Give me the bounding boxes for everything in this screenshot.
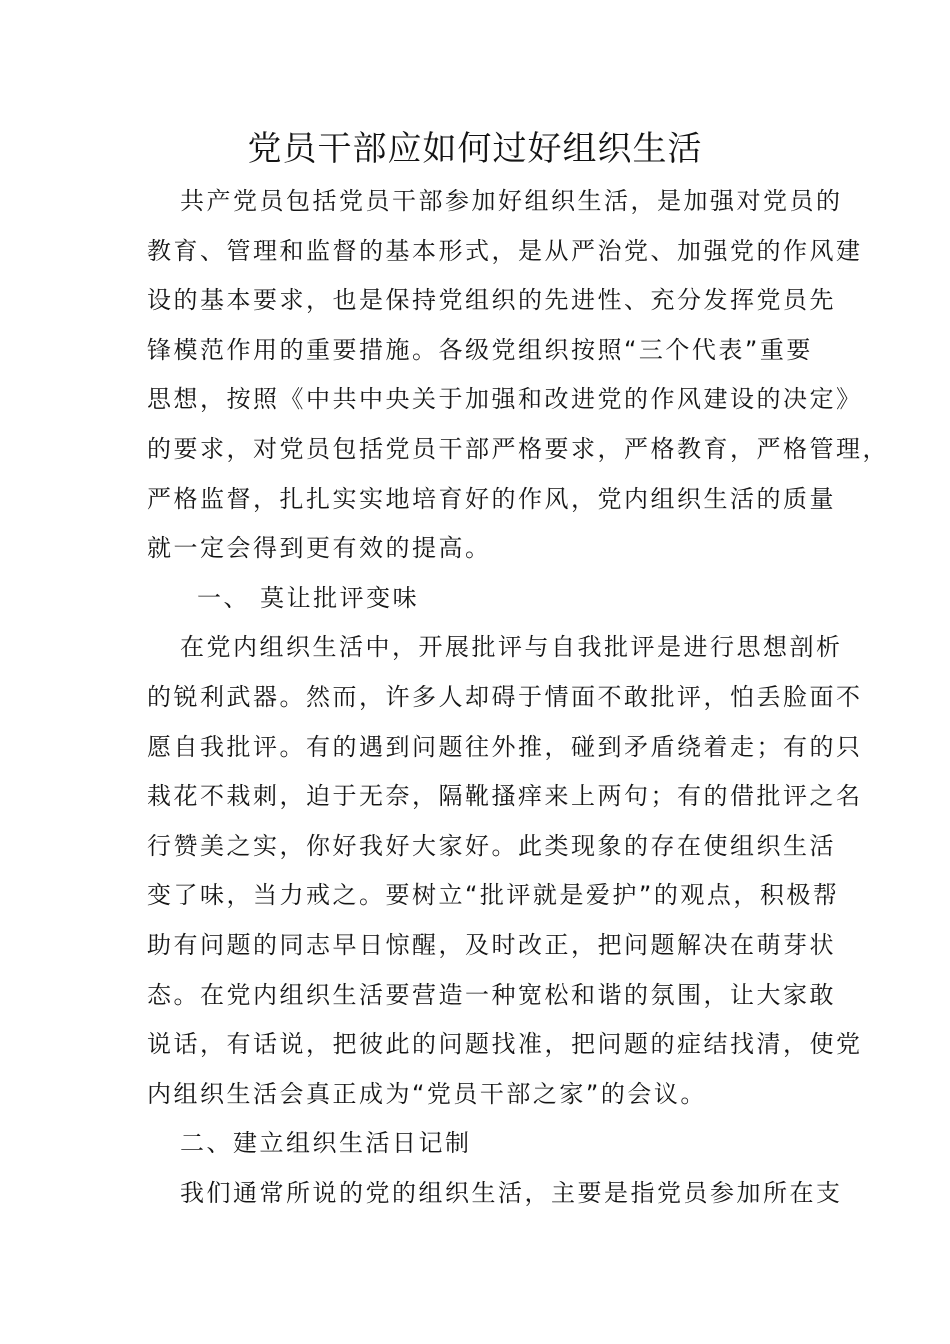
paragraph-line: 思想，按照《中共中央关于加强和改进党的作风建设的决定》 xyxy=(147,385,863,414)
paragraph-line: 态。在党内组织生活要营造一种宽松和谐的氛围，让大家敢 xyxy=(147,980,836,1009)
paragraph-line: 共产党员包括党员干部参加好组织生活，是加强对党员的 xyxy=(180,187,843,215)
paragraph-line: 愿自我批评。有的遇到问题往外推，碰到矛盾绕着走；有的只 xyxy=(147,732,863,761)
paragraph-line: 内组织生活会真正成为“党员干部之家”的会议。 xyxy=(147,1079,707,1108)
document-body xyxy=(147,177,889,1218)
paragraph-line: 变了味，当力戒之。要树立“批评就是爱护”的观点，积极帮 xyxy=(147,881,840,910)
paragraph-line: 助有问题的同志早日惊醒，及时改正，把问题解决在萌芽状 xyxy=(147,930,836,959)
section-heading: 二、建立组织生活日记制 xyxy=(180,1129,472,1158)
paragraph-line: 就一定会得到更有效的提高。 xyxy=(147,534,492,563)
paragraph-line: 锋模范作用的重要措施。各级党组织按照“三个代表”重要 xyxy=(147,335,813,364)
paragraph-line: 的要求，对党员包括党员干部严格要求，严格教育，严格管理， xyxy=(147,434,889,463)
paragraph-line: 说话，有话说，把彼此的问题找准，把问题的症结找清，使党 xyxy=(147,1030,863,1059)
paragraph-line: 的锐利武器。然而，许多人却碍于情面不敢批评，怕丢脸面不 xyxy=(147,682,863,711)
paragraph-line: 严格监督，扎扎实实地培育好的作风，党内组织生活的质量 xyxy=(147,484,836,513)
paragraph-line: 栽花不栽刺，迫于无奈，隔靴搔痒来上两句；有的借批评之名 xyxy=(147,782,863,811)
paragraph-line: 我们通常所说的党的组织生活，主要是指党员参加所在支 xyxy=(180,1178,843,1207)
document-title: 党员干部应如何过好组织生活 xyxy=(247,129,703,169)
section-heading: 一、 莫让批评变味 xyxy=(197,583,420,612)
paragraph-line: 行赞美之实，你好我好大家好。此类现象的存在使组织生活 xyxy=(147,831,836,860)
paragraph-line: 在党内组织生活中，开展批评与自我批评是进行思想剖析 xyxy=(180,633,843,662)
paragraph-line: 教育、管理和监督的基本形式，是从严治党、加强党的作风建 xyxy=(147,236,863,265)
paragraph-line: 设的基本要求，也是保持党组织的先进性、充分发挥党员先 xyxy=(147,286,836,315)
